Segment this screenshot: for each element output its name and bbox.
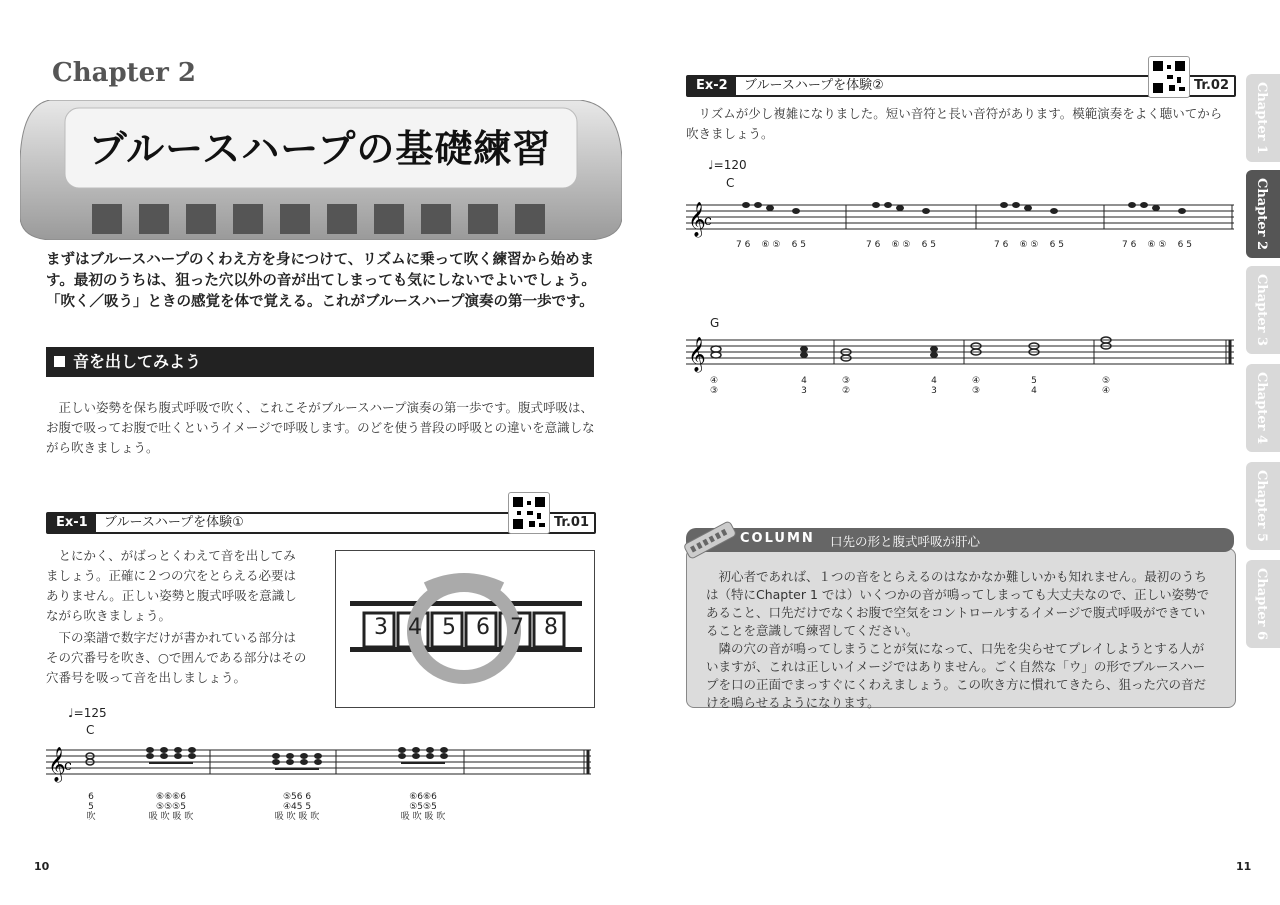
- svg-text:𝄞: 𝄞: [688, 337, 706, 372]
- hole-number: 8: [544, 615, 558, 640]
- ex2-tab-row2: ③ ②: [841, 376, 851, 396]
- tab-chapter-5[interactable]: Chapter 5: [1246, 462, 1280, 550]
- ex2-tab-row2: ④ ③: [971, 376, 981, 396]
- column-label: COLUMN: [740, 531, 815, 546]
- ex2-chord-c: C: [726, 176, 735, 190]
- svg-text:c: c: [64, 758, 72, 774]
- ex2-text: リズムが少し複雑になりました。短い音符と長い音符があります。模範演奏をよく聴いてから吹きましょう。: [686, 106, 1223, 141]
- tab-chapter-4[interactable]: Chapter 4: [1246, 364, 1280, 452]
- ex2-tab-row2: 5 4: [1031, 376, 1037, 396]
- hole-numbers: [364, 615, 568, 640]
- ex1-track: Tr.01: [547, 514, 594, 532]
- tab-chapter-6[interactable]: Chapter 6: [1246, 560, 1280, 648]
- ex1-tempo: ♩=125: [68, 706, 107, 720]
- ex1-tab-3: ⑤56 6 ④45 5 吸 吹 吸 吹: [274, 792, 320, 822]
- ex1-text2: 下の楽譜で数字だけが書かれている部分はその穴番号を吹き、○で囲んである部分はその穴番号を吸って音を出しましょう。: [46, 630, 307, 685]
- ex2-tab-row1: 7 6 ⑥ ⑤ 6 5: [866, 240, 936, 250]
- ex2-tab-row2: 4 3: [931, 376, 937, 396]
- column-paragraph: 隣の穴の音が鳴ってしまうことが気になって、口先を尖らせてプレイしようとする人がいますが、これは正しいイメージではありません。ごく自然な「ウ」の形でブルースハープを口の正面でまっすぐにくわえましょう。この吹き方に慣れてきたら、狙った穴の音だけを鳴らせるようになります。: [706, 641, 1207, 710]
- section-text: 正しい姿勢を保ち腹式呼吸で吹く、これこそがブルースハープ演奏の第一歩です。腹式呼吸は、お腹で吸ってお腹で吐くというイメージで呼吸します。のどを使う普段の呼吸との違いを意識しながら吹きましょう。: [46, 400, 595, 455]
- column-text: [706, 568, 1216, 712]
- svg-text:𝄞: 𝄞: [48, 747, 66, 782]
- ex2-tab-row2: ⑤ ④: [1101, 376, 1111, 396]
- ex1-text1: とにかく、がばっとくわえて音を出してみましょう。正確に２つの穴をとらえる必要はありません。正しい姿勢と腹式呼吸を意識しながら吹きましょう。: [46, 548, 297, 623]
- svg-text:c: c: [704, 213, 712, 229]
- ex1-tab-2: ⑥⑥⑥6 ⑤⑤⑤5 吸 吹 吸 吹: [148, 792, 194, 822]
- ex2-tab-row2: ④ ③: [709, 376, 719, 396]
- hole-number: 5: [442, 615, 456, 640]
- ex2-tempo: ♩=120: [708, 158, 747, 172]
- ex2-tab-row1: 7 6 ⑥ ⑤ 6 5: [994, 240, 1064, 250]
- chapter-label: Chapter 2: [52, 58, 197, 88]
- mouth-diagram: [335, 550, 595, 708]
- ex2-tab-row1: 7 6 ⑥ ⑤ 6 5: [736, 240, 806, 250]
- ex1-tab-1: 6 5 吹: [86, 792, 96, 822]
- page-number-right: 11: [1236, 860, 1252, 873]
- ex2-staff-1: [686, 195, 1236, 240]
- harmonica-icon: [680, 516, 740, 564]
- ex2-track: Tr.02: [1187, 77, 1234, 95]
- tab-chapter-3[interactable]: Chapter 3: [1246, 266, 1280, 354]
- tab-chapter-2[interactable]: Chapter 2: [1246, 170, 1280, 258]
- svg-text:𝄞: 𝄞: [688, 202, 706, 237]
- qr-code-icon[interactable]: [1148, 56, 1190, 98]
- page-title: ブルースハープの基礎練習: [88, 127, 552, 171]
- ex1-tab-4: ⑥6⑥6 ⑤5⑤5 吸 吹 吸 吹: [400, 792, 446, 822]
- ex1-title: ブルースハープを体験①: [104, 515, 244, 530]
- ex2-tab-row2: 4 3: [801, 376, 807, 396]
- hole-number: 4: [408, 615, 422, 640]
- ex2-title: ブルースハープを体験②: [744, 78, 884, 93]
- ex2-chord-g: G: [710, 316, 720, 330]
- hole-number: 3: [374, 615, 388, 640]
- ex1-chord: C: [86, 723, 95, 737]
- page-number-left: 10: [34, 860, 50, 873]
- column-title: 口先の形と腹式呼吸が肝心: [830, 534, 981, 549]
- hole-number: 7: [510, 615, 524, 640]
- qr-code-icon[interactable]: [508, 492, 550, 534]
- ex2-staff-2: [686, 330, 1236, 375]
- section-heading: 音を出してみよう: [46, 347, 594, 377]
- hole-number: 6: [476, 615, 490, 640]
- column-header: [686, 528, 1234, 552]
- tab-chapter-1[interactable]: Chapter 1: [1246, 74, 1280, 162]
- intro-text: まずはブルースハープのくわえ方を身につけて、リズムに乗って吹く練習から始めます。最初のうちは、狙った穴以外の音が出てしまっても気にしないでよいでしょう。「吹く／吸う」ときの感覚を体で覚える。これがブルースハープ演奏の第一歩です。: [46, 252, 596, 310]
- ex1-tag: Ex-1: [48, 514, 96, 532]
- column-paragraph: 初心者であれば、１つの音をとらえるのはなかなか難しいかも知れません。最初のうちは（特にChapter 1 では）いくつかの音が鳴ってしまっても大丈夫なので、正しい姿勢であること、口先だけでなくお腹で空気をコントロールするイメージで腹式呼吸ができていることを意識して練習してください。: [706, 569, 1210, 638]
- ex2-tag: Ex-2: [688, 77, 736, 95]
- ex1-staff: [46, 740, 596, 790]
- ex2-tab-row1: 7 6 ⑥ ⑤ 6 5: [1122, 240, 1192, 250]
